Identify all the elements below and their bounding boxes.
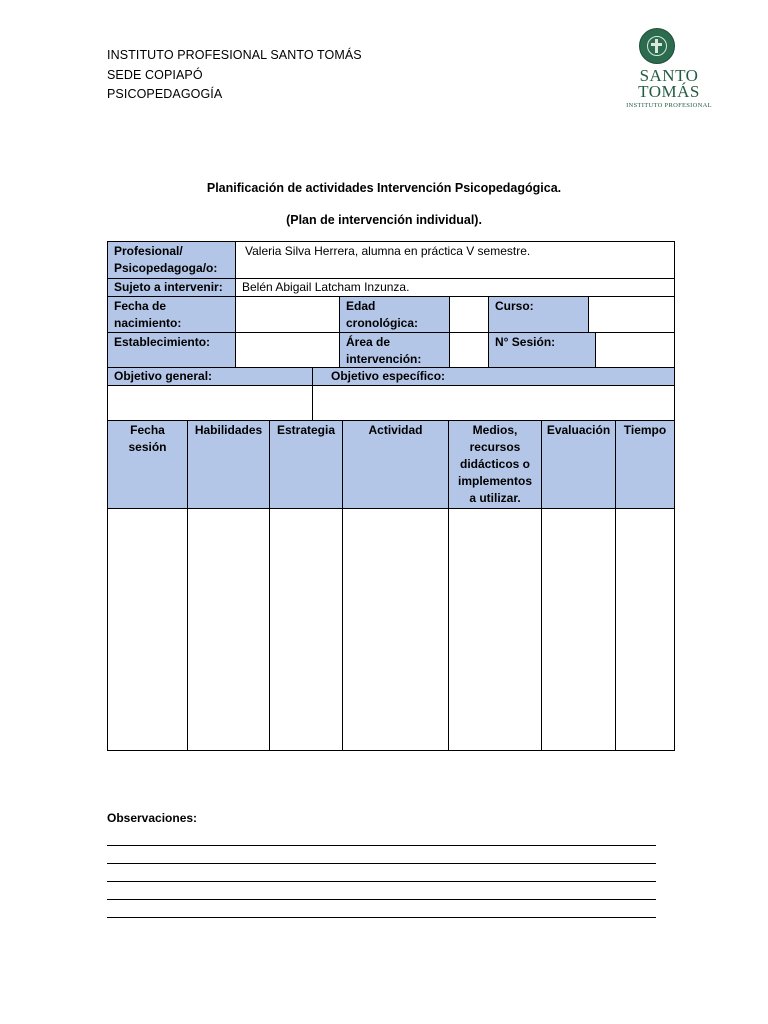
observaciones-line[interactable] (107, 863, 656, 864)
campus-name: SEDE COPIAPÓ (107, 67, 203, 82)
col-divider (187, 420, 188, 750)
institution-name: INSTITUTO PROFESIONAL SANTO TOMÁS (107, 48, 362, 62)
col-divider (595, 332, 596, 367)
row-divider (108, 385, 674, 386)
row-divider (108, 367, 674, 368)
sujeto-value[interactable]: Belén Abigail Latcham Inzunza. (242, 280, 410, 294)
edad-field[interactable] (450, 297, 488, 332)
body-tiempo[interactable] (616, 509, 674, 750)
col-fecha-sesion: Fecha sesión (108, 421, 187, 508)
body-medios[interactable] (449, 509, 541, 750)
col-medios: Medios, recursos didácticos o implementos a utilizar. (449, 421, 541, 508)
document-subtitle: (Plan de intervención individual). (286, 213, 482, 227)
col-actividad: Actividad (343, 421, 448, 508)
body-estrategia[interactable] (270, 509, 342, 750)
logo-brand-line1: SANTO (639, 66, 699, 85)
col-divider (541, 420, 542, 750)
observaciones-line[interactable] (107, 881, 656, 882)
col-divider (312, 367, 313, 420)
row-divider (108, 420, 674, 421)
curso-field[interactable] (589, 297, 674, 332)
logo-subtitle: INSTITUTO PROFESIONAL (626, 102, 712, 109)
col-divider (488, 296, 489, 367)
intervention-plan-table (107, 241, 675, 751)
row-divider (108, 278, 674, 279)
col-divider (615, 420, 616, 750)
row-divider (108, 296, 674, 297)
col-divider (449, 296, 450, 367)
col-divider (588, 296, 589, 332)
body-evaluacion[interactable] (542, 509, 615, 750)
santo-tomas-logo (620, 26, 716, 112)
col-evaluacion: Evaluación (542, 421, 615, 508)
curso-label: Curso: (489, 297, 588, 332)
seal-icon (639, 28, 675, 64)
area-field[interactable] (450, 333, 488, 367)
col-estrategia: Estrategia (270, 421, 342, 508)
observaciones-line[interactable] (107, 899, 656, 900)
col-habilidades: Habilidades (188, 421, 269, 508)
col-divider (339, 296, 340, 367)
sujeto-label: Sujeto a intervenir: (108, 279, 235, 296)
establecimiento-label: Establecimiento: (108, 333, 235, 367)
col-tiempo: Tiempo (616, 421, 674, 508)
establecimiento-field[interactable] (236, 333, 339, 367)
observaciones-line[interactable] (107, 917, 656, 918)
profesional-value[interactable]: Valeria Silva Herrera, alumna en práctica V semestre. (245, 244, 531, 258)
sesion-field[interactable] (596, 333, 674, 367)
col-divider (269, 420, 270, 750)
col-divider (235, 242, 236, 296)
area-label: Área de intervención: (340, 333, 449, 367)
body-habilidades[interactable] (188, 509, 269, 750)
profesional-label: Profesional/ Psicopedagoga/o: (108, 242, 235, 278)
row-divider (108, 508, 674, 509)
department-name: PSICOPEDAGOGÍA (107, 87, 223, 101)
objetivo-especifico-label: Objetivo específico: (313, 368, 674, 385)
edad-label: Edad cronológica: (340, 297, 449, 332)
objetivo-especifico-field[interactable] (313, 386, 674, 420)
fecha-nacimiento-field[interactable] (236, 297, 339, 332)
body-actividad[interactable] (343, 509, 448, 750)
col-divider (342, 420, 343, 750)
row-divider (108, 332, 674, 333)
observaciones-label: Observaciones: (107, 811, 198, 825)
objetivo-general-label: Objetivo general: (108, 368, 312, 385)
col-divider (448, 420, 449, 750)
sesion-label: N° Sesión: (489, 333, 595, 367)
observaciones-line[interactable] (107, 845, 656, 846)
col-divider (235, 296, 236, 367)
logo-brand-line2: TOMÁS (638, 82, 700, 101)
objetivo-general-field[interactable] (108, 386, 312, 420)
fecha-nacimiento-label: Fecha de nacimiento: (108, 297, 235, 332)
institution-header (107, 46, 362, 105)
document-title: Planificación de actividades Intervención Psicopedagógica. (206, 181, 562, 195)
body-fecha-sesion[interactable] (108, 509, 187, 750)
